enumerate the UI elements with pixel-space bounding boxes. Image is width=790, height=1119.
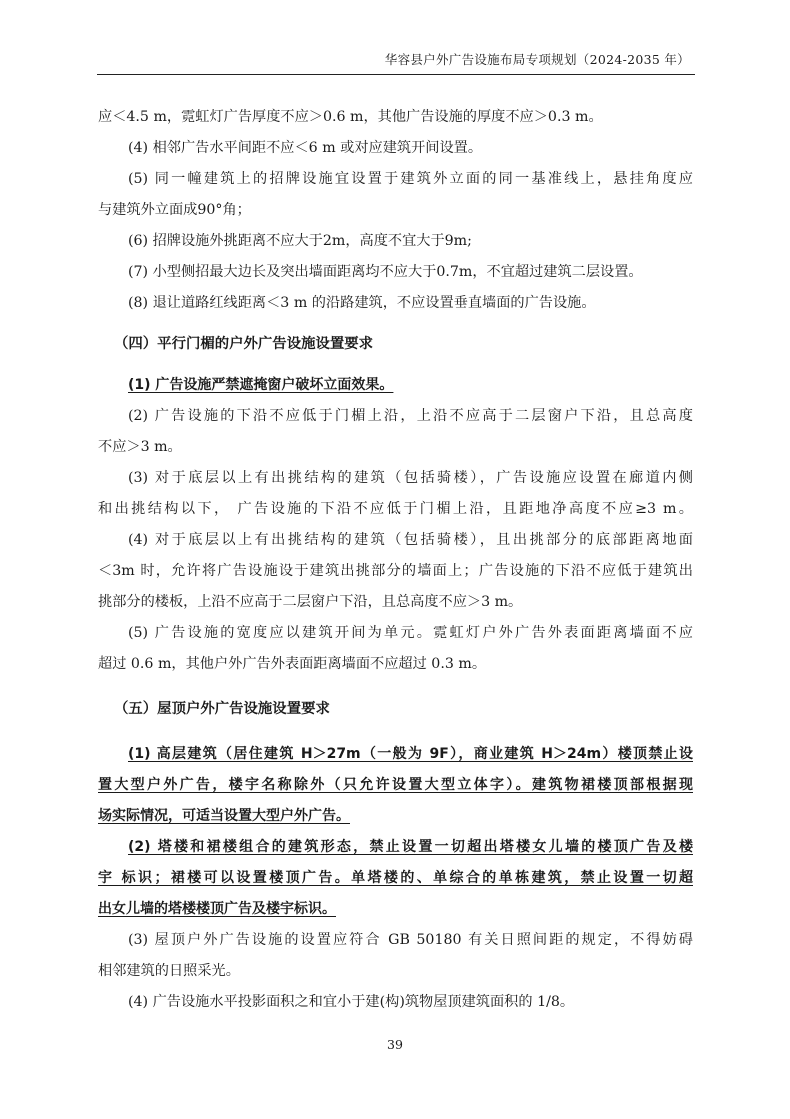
text-line: (3) 屋顶户外广告设施的设置应符合 GB 50180 有关日照间距的规定，不得妨碍 xyxy=(128,932,693,948)
text-line: (6) 招牌设施外挑距离不应大于2m，高度不宜大于9m; xyxy=(128,233,472,249)
running-header: 华容县户外广告设施布局专项规划（2024-2035 年） xyxy=(384,52,690,67)
emphasized-line: 场实际情况，可适当设置大型户外广告。 xyxy=(98,808,350,824)
emphasized-line: 宇 标识；裙楼可以设置楼顶广告。单塔楼的、单综合的单栋建筑，禁止设置一切超 xyxy=(98,870,693,886)
emphasized-line: (1) 广告设施严禁遮掩窗户破坏立面效果。 xyxy=(128,377,394,393)
text-line: (7) 小型侧招最大边长及突出墙面距离均不应大于0.7m，不宜超过建筑二层设置。 xyxy=(128,264,643,280)
text-line: ＜3m 时，允许将广告设施设于建筑出挑部分的墙面上；广告设施的下沿不应低于建筑出 xyxy=(98,563,693,579)
body-text xyxy=(98,102,693,1018)
text-line: (3) 对于底层以上有出挑结构的建筑（包括骑楼），广告设施应设置在廊道内侧 xyxy=(128,470,693,486)
text-line: (4) 广告设施水平投影面积之和宜小于建(构)筑物屋顶建筑面积的 1/8。 xyxy=(128,994,575,1010)
header-rule xyxy=(97,74,695,75)
section-heading: （四）平行门楣的户外广告设施设置要求 xyxy=(114,336,374,352)
text-line: (5) 广告设施的宽度应以建筑开间为单元。霓虹灯户外广告外表面距离墙面不应 xyxy=(128,625,693,641)
section-heading: （五）屋顶户外广告设施设置要求 xyxy=(114,701,330,717)
text-line: 相邻建筑的日照采光。 xyxy=(98,963,240,979)
text-line: 与建筑外立面成90°角； xyxy=(98,202,251,218)
text-line: 不应＞3 m。 xyxy=(98,439,182,455)
text-line: (5) 同一幢建筑上的招牌设施宜设置于建筑外立面的同一基准线上，悬挂角度应 xyxy=(128,171,693,187)
text-line: (8) 退让道路红线距离＜3 m 的沿路建筑，不应设置垂直墙面的广告设施。 xyxy=(128,295,596,311)
text-line: 挑部分的楼板，上沿不应高于二层窗户下沿，且总高度不应＞3 m。 xyxy=(98,594,523,610)
emphasized-line: 置大型户外广告，楼宇名称除外（只允许设置大型立体字）。建筑物裙楼顶部根据现 xyxy=(98,777,693,793)
emphasized-line: (2) 塔楼和裙楼组合的建筑形态，禁止设置一切超出塔楼女儿墙的楼顶广告及楼 xyxy=(128,839,693,855)
text-line: 和出挑结构以下， 广告设施的下沿不应低于门楣上沿，且距地净高度不应≥3 m。 xyxy=(98,501,693,517)
text-line: (2) 广告设施的下沿不应低于门楣上沿，上沿不应高于二层窗户下沿，且总高度 xyxy=(128,408,693,424)
text-line: 超过 0.6 m，其他户外广告外表面距离墙面不应超过 0.3 m。 xyxy=(98,656,487,672)
text-line: (4) 相邻广告水平间距不应＜6 m 或对应建筑开间设置。 xyxy=(128,140,483,156)
text-line: (4) 对于底层以上有出挑结构的建筑（包括骑楼），且出挑部分的底部距离地面 xyxy=(128,532,693,548)
page-number: 39 xyxy=(387,1037,403,1052)
emphasized-line: 出女儿墙的塔楼楼顶广告及楼宇标识。 xyxy=(98,901,336,917)
text-line: 应＜4.5 m，霓虹灯广告厚度不应＞0.6 m，其他广告设施的厚度不应＞0.3 m。 xyxy=(98,109,603,125)
emphasized-line: (1) 高层建筑（居住建筑 H＞27m（一般为 9F），商业建筑 H＞24m）楼顶禁止设 xyxy=(128,746,693,762)
